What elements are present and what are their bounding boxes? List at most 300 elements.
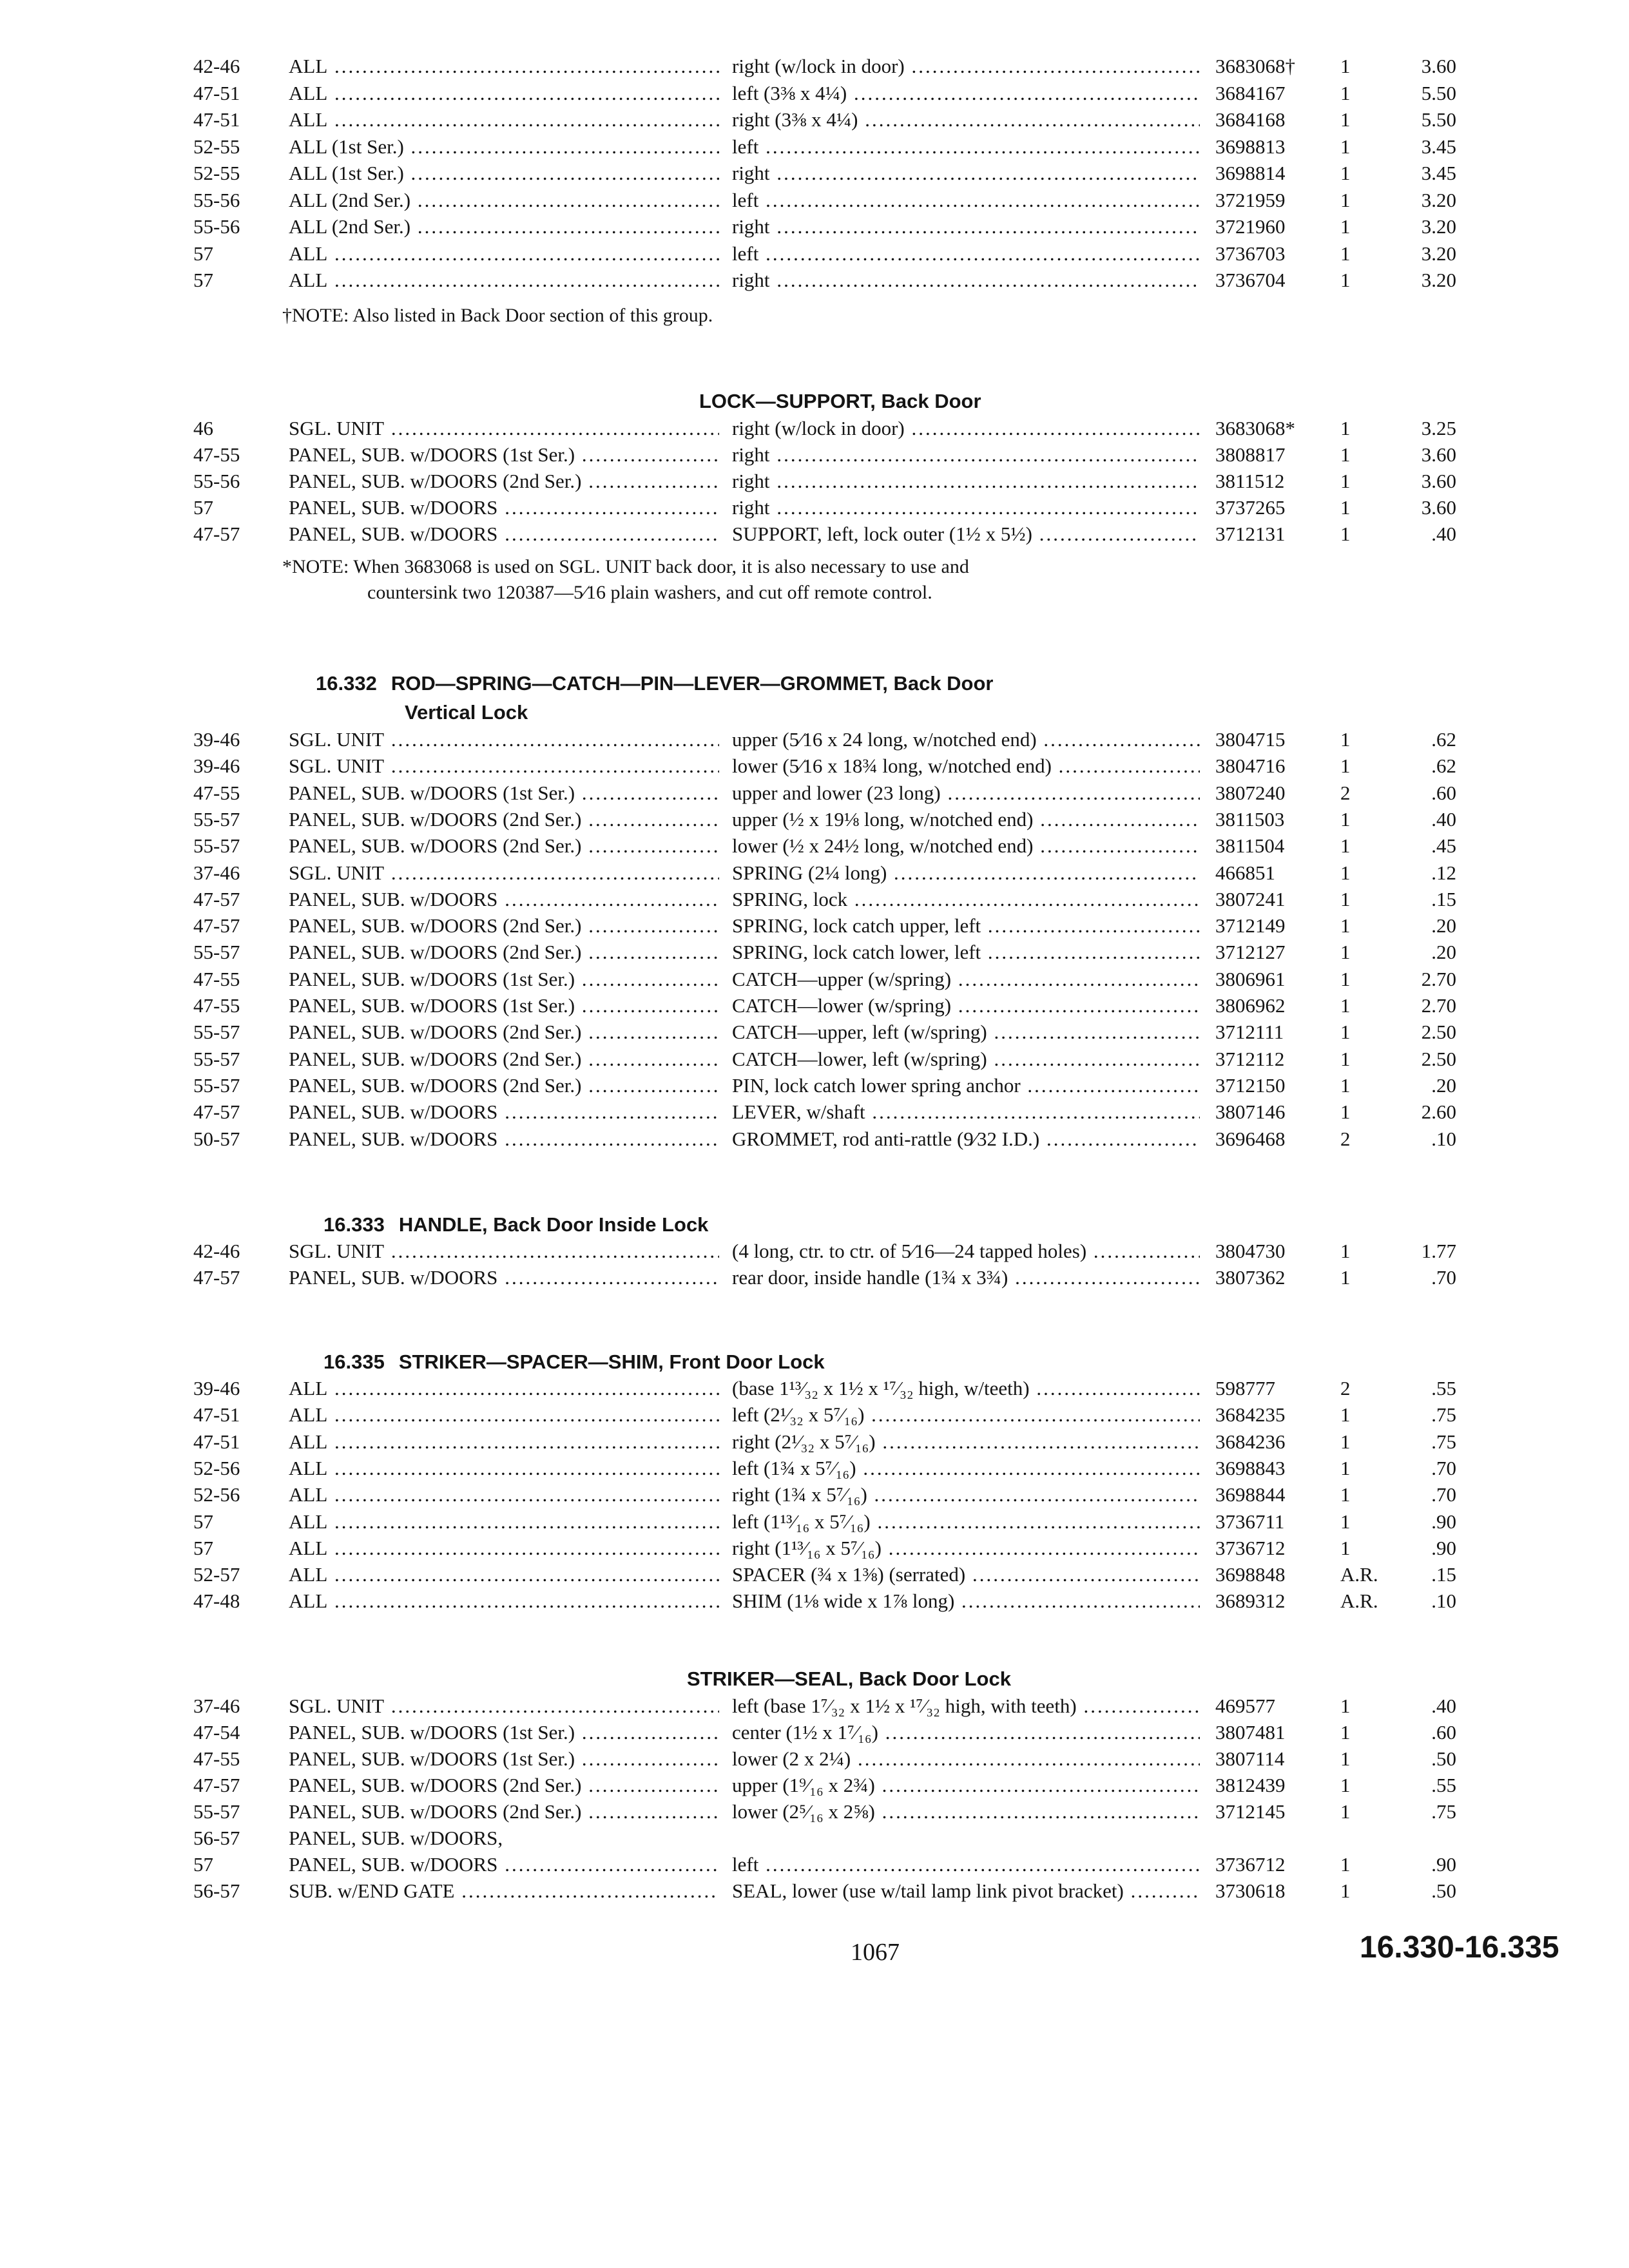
description — [732, 1481, 1200, 1508]
table-row — [0, 1099, 1629, 1126]
application — [289, 1719, 719, 1746]
description-text: right (w/lock in door) ..... — [732, 417, 1200, 439]
application-text: PANEL, SUB. w/DOORS (2nd Ser.) ..... — [289, 914, 719, 937]
description-text: CATCH—upper (w/spring) ..... — [732, 968, 1200, 990]
table-row — [0, 240, 1629, 267]
price: .40 — [1431, 523, 1456, 545]
description-text: right (1¾ x 5⁷⁄₁₆) ..... — [732, 1483, 1200, 1506]
application-text: ALL (2nd Ser.) ..... — [289, 189, 719, 211]
model-years: 55-57 — [193, 1021, 240, 1043]
application — [289, 240, 719, 267]
part-number: 3804730 — [1215, 1240, 1286, 1262]
quantity: 1 — [1340, 754, 1351, 777]
description-text: CATCH—lower, left (w/spring) ..... — [732, 1048, 1200, 1070]
quantity: 1 — [1340, 861, 1351, 884]
application — [289, 53, 719, 80]
application-text: PANEL, SUB. w/DOORS ..... — [289, 1100, 719, 1123]
quantity: 1 — [1340, 1074, 1351, 1097]
description — [732, 1072, 1200, 1099]
quantity: 1 — [1340, 1048, 1351, 1070]
description-text: left ..... — [732, 242, 1200, 265]
quantity: 1 — [1340, 1721, 1351, 1744]
application — [289, 213, 719, 240]
description-text: right (1¹³⁄₁₆ x 5⁷⁄₁₆) ..... — [732, 1537, 1200, 1559]
part-number: 3807146 — [1215, 1100, 1286, 1123]
quantity: 1 — [1340, 834, 1351, 857]
table-row — [0, 726, 1629, 753]
description-text: SEAL, lower (use w/tail lamp link pivot bracket) ..... — [732, 1879, 1200, 1902]
section-range: 16.330-16.335 — [1360, 1930, 1559, 1965]
description — [732, 886, 1200, 913]
table-row — [0, 1745, 1629, 1773]
quantity: 1 — [1340, 269, 1351, 291]
quantity: 1 — [1340, 914, 1351, 937]
application-text: PANEL, SUB. w/DOORS ..... — [289, 496, 719, 519]
section-note: *NOTE: When 3683068 is used on SGL. UNIT back door, it is also necessary to use and — [282, 556, 969, 577]
part-number: 3807241 — [1215, 888, 1286, 910]
application — [289, 1375, 719, 1402]
description — [732, 1535, 1200, 1562]
description — [732, 1019, 1200, 1046]
part-number: 3721960 — [1215, 215, 1286, 238]
description-text: right ..... — [732, 470, 1200, 492]
quantity: 1 — [1340, 1879, 1351, 1902]
quantity: 2 — [1340, 782, 1351, 804]
part-number: 3806962 — [1215, 994, 1286, 1017]
application — [289, 1878, 719, 1905]
model-years: 55-56 — [193, 189, 240, 211]
application-text: PANEL, SUB. w/DOORS ..... — [289, 523, 719, 545]
application — [289, 1455, 719, 1482]
quantity: 1 — [1340, 496, 1351, 519]
table-row — [0, 939, 1629, 966]
quantity: 1 — [1340, 1747, 1351, 1770]
description-text: LEVER, w/shaft ..... — [732, 1100, 1200, 1123]
price: .15 — [1431, 1563, 1456, 1586]
application-text: PANEL, SUB. w/DOORS (2nd Ser.) ..... — [289, 1048, 719, 1070]
description-text: right (w/lock in door) ..... — [732, 55, 1200, 77]
quantity: 1 — [1340, 968, 1351, 990]
description — [732, 966, 1200, 993]
model-years: 55-56 — [193, 470, 240, 492]
quantity: 1 — [1340, 82, 1351, 104]
model-years: 47-55 — [193, 994, 240, 1017]
part-number: 3698814 — [1215, 162, 1286, 184]
model-years: 55-57 — [193, 1048, 240, 1070]
part-number: 466851 — [1215, 861, 1275, 884]
description — [732, 1099, 1200, 1126]
model-years: 47-57 — [193, 1774, 240, 1796]
application — [289, 267, 719, 294]
model-years: 52-56 — [193, 1483, 240, 1506]
application-text: PANEL, SUB. w/DOORS (2nd Ser.) ..... — [289, 941, 719, 963]
quantity: A.R. — [1340, 1590, 1378, 1612]
description — [732, 213, 1200, 240]
application-text: ALL (1st Ser.) ..... — [289, 162, 719, 184]
table-row — [0, 415, 1629, 442]
application-text: SGL. UNIT ..... — [289, 728, 719, 751]
part-number: 3721959 — [1215, 189, 1286, 211]
description-text: SPRING, lock catch upper, left ..... — [732, 914, 1200, 937]
price: 2.50 — [1421, 1021, 1456, 1043]
description — [732, 521, 1200, 548]
description-text: center (1½ x 1⁷⁄₁₆) ..... — [732, 1721, 1200, 1744]
table-row — [0, 133, 1629, 160]
description-text: left (3⅜ x 4¼) ..... — [732, 82, 1200, 104]
part-number: 3804716 — [1215, 754, 1286, 777]
quantity: 1 — [1340, 523, 1351, 545]
part-number: 3712112 — [1215, 1048, 1285, 1070]
description — [732, 832, 1200, 860]
description — [732, 133, 1200, 160]
description — [732, 1401, 1200, 1428]
price: 3.20 — [1421, 189, 1456, 211]
quantity: 1 — [1340, 242, 1351, 265]
application — [289, 912, 719, 939]
quantity: 1 — [1340, 1537, 1351, 1559]
table-row — [0, 80, 1629, 107]
part-number: 598777 — [1215, 1377, 1275, 1399]
part-number: 3712145 — [1215, 1800, 1286, 1823]
application — [289, 1693, 719, 1720]
description — [732, 106, 1200, 133]
part-number: 3736704 — [1215, 269, 1286, 291]
part-number: 3684167 — [1215, 82, 1286, 104]
table-row — [0, 106, 1629, 133]
description — [732, 187, 1200, 214]
section-heading — [316, 670, 994, 697]
model-years: 57 — [193, 1537, 213, 1559]
price: .45 — [1431, 834, 1456, 857]
model-years: 57 — [193, 242, 213, 265]
section-heading — [323, 1211, 708, 1238]
description — [732, 53, 1200, 80]
table-row — [0, 1455, 1629, 1482]
model-years: 55-56 — [193, 215, 240, 238]
part-number: 3812439 — [1215, 1774, 1286, 1796]
application-text: ALL ..... — [289, 242, 719, 265]
description-text: right (3⅜ x 4¼) ..... — [732, 108, 1200, 131]
model-years: 47-57 — [193, 1100, 240, 1123]
application — [289, 992, 719, 1019]
description-text: left (1¾ x 5⁷⁄₁₆) ..... — [732, 1457, 1200, 1479]
application-text: ALL ..... — [289, 1403, 719, 1426]
description-text: upper and lower (23 long) ..... — [732, 782, 1200, 804]
application-text: PANEL, SUB. w/DOORS (2nd Ser.) ..... — [289, 834, 719, 857]
model-years: 50-57 — [193, 1128, 240, 1150]
quantity: 1 — [1340, 1457, 1351, 1479]
application-text: PANEL, SUB. w/DOORS, — [289, 1827, 503, 1849]
description-text: right (2¹⁄₃₂ x 5⁷⁄₁₆) ..... — [732, 1430, 1200, 1453]
description-text: lower (5⁄16 x 18¾ long, w/notched end) ..... — [732, 754, 1200, 777]
application — [289, 726, 719, 753]
application-text: PANEL, SUB. w/DOORS (2nd Ser.) ..... — [289, 808, 719, 831]
section-heading — [687, 1666, 1011, 1693]
description — [732, 1719, 1200, 1746]
quantity: 2 — [1340, 1377, 1351, 1399]
model-years: 47-55 — [193, 968, 240, 990]
part-number: 3684235 — [1215, 1403, 1286, 1426]
quantity: 1 — [1340, 1800, 1351, 1823]
description-text: right ..... — [732, 443, 1200, 466]
description-text: right ..... — [732, 269, 1200, 291]
model-years: 52-55 — [193, 162, 240, 184]
price: 2.70 — [1421, 994, 1456, 1017]
section-title: HANDLE, Back Door Inside Lock — [398, 1213, 709, 1236]
section-subtitle: Vertical Lock — [405, 701, 528, 724]
model-years: 46 — [193, 417, 213, 439]
application — [289, 1798, 719, 1825]
application — [289, 1851, 719, 1878]
quantity: 1 — [1340, 1240, 1351, 1262]
part-number: 3736703 — [1215, 242, 1286, 265]
application-text: ALL (1st Ser.) ..... — [289, 135, 719, 158]
price: .60 — [1431, 1721, 1456, 1744]
application-text: ALL ..... — [289, 1510, 719, 1533]
part-number: 3689312 — [1215, 1590, 1286, 1612]
application-text: SGL. UNIT ..... — [289, 417, 719, 439]
description-text: lower (2 x 2¼) ..... — [732, 1747, 1200, 1770]
application — [289, 1428, 719, 1456]
part-number: 3684168 — [1215, 108, 1286, 131]
description-text: lower (2⁵⁄₁₆ x 2⅝) ..... — [732, 1800, 1200, 1823]
application-text: PANEL, SUB. w/DOORS (2nd Ser.) ..... — [289, 1074, 719, 1097]
application — [289, 521, 719, 548]
description — [732, 1238, 1200, 1265]
model-years: 57 — [193, 496, 213, 519]
application — [289, 886, 719, 913]
description-text: upper (½ x 19⅛ long, w/notched end) ..... — [732, 808, 1200, 831]
application-text: ALL ..... — [289, 1483, 719, 1506]
description-text: right ..... — [732, 496, 1200, 519]
quantity: 1 — [1340, 1774, 1351, 1796]
price: .20 — [1431, 941, 1456, 963]
description-text: upper (5⁄16 x 24 long, w/notched end) ..... — [732, 728, 1200, 751]
model-years: 55-57 — [193, 941, 240, 963]
description-text: CATCH—upper, left (w/spring) ..... — [732, 1021, 1200, 1043]
quantity: 1 — [1340, 1021, 1351, 1043]
application — [289, 133, 719, 160]
quantity: 1 — [1340, 941, 1351, 963]
quantity: 1 — [1340, 1430, 1351, 1453]
model-years: 57 — [193, 1510, 213, 1533]
application-text: ALL ..... — [289, 1590, 719, 1612]
application — [289, 1745, 719, 1773]
application — [289, 753, 719, 780]
application — [289, 1126, 719, 1153]
description — [732, 1851, 1200, 1878]
description-text: SPRING, lock ..... — [732, 888, 1200, 910]
description-text: left ..... — [732, 135, 1200, 158]
price: .90 — [1431, 1853, 1456, 1876]
table-row — [0, 1238, 1629, 1265]
price: .60 — [1431, 782, 1456, 804]
price: 2.70 — [1421, 968, 1456, 990]
part-number: 3698843 — [1215, 1457, 1286, 1479]
price: .70 — [1431, 1457, 1456, 1479]
model-years: 39-46 — [193, 1377, 240, 1399]
part-number: 3811503 — [1215, 808, 1285, 831]
application — [289, 187, 719, 214]
price: .10 — [1431, 1590, 1456, 1612]
application — [289, 860, 719, 887]
description-text: left (base 1⁷⁄₃₂ x 1½ x ¹⁷⁄₃₂ high, with teeth) ..... — [732, 1695, 1200, 1717]
model-years: 56-57 — [193, 1827, 240, 1849]
model-years: 55-57 — [193, 808, 240, 831]
application-text: SGL. UNIT ..... — [289, 1695, 719, 1717]
description — [732, 441, 1200, 468]
description-text: right ..... — [732, 215, 1200, 238]
model-years: 52-55 — [193, 135, 240, 158]
table-row — [0, 1825, 1629, 1852]
quantity: 1 — [1340, 162, 1351, 184]
table-row — [0, 521, 1629, 548]
table-row — [0, 1126, 1629, 1153]
table-row — [0, 1535, 1629, 1562]
table-row — [0, 1428, 1629, 1456]
table-row — [0, 1878, 1629, 1905]
price: 3.60 — [1421, 443, 1456, 466]
quantity: 1 — [1340, 1483, 1351, 1506]
table-row — [0, 1693, 1629, 1720]
description — [732, 468, 1200, 495]
table-row — [0, 494, 1629, 521]
price: .55 — [1431, 1774, 1456, 1796]
application-text: ALL ..... — [289, 269, 719, 291]
price: .12 — [1431, 861, 1456, 884]
price: 3.25 — [1421, 417, 1456, 439]
section-title: STRIKER—SEAL, Back Door Lock — [687, 1667, 1011, 1690]
section-title: ROD—SPRING—CATCH—PIN—LEVER—GROMMET, Back Door — [390, 672, 994, 695]
section-title: STRIKER—SPACER—SHIM, Front Door Lock — [398, 1350, 825, 1373]
quantity: 1 — [1340, 1510, 1351, 1533]
price: 3.20 — [1421, 242, 1456, 265]
description — [732, 1561, 1200, 1588]
part-number: 3683068† — [1215, 55, 1295, 77]
description-text: SPRING, lock catch lower, left ..... — [732, 941, 1200, 963]
model-years: 52-57 — [193, 1563, 240, 1586]
application-text: PANEL, SUB. w/DOORS (2nd Ser.) ..... — [289, 1021, 719, 1043]
application-text: ALL ..... — [289, 1457, 719, 1479]
quantity: 1 — [1340, 108, 1351, 131]
application-text: ALL (2nd Ser.) ..... — [289, 215, 719, 238]
section-note-continued: countersink two 120387—5⁄16 plain washers, and cut off remote control. — [367, 582, 932, 603]
application — [289, 1019, 719, 1046]
part-number: 3736712 — [1215, 1537, 1286, 1559]
table-row — [0, 267, 1629, 294]
table-row — [0, 806, 1629, 833]
table-row — [0, 1561, 1629, 1588]
description — [732, 1772, 1200, 1799]
application-text: PANEL, SUB. w/DOORS (1st Ser.) ..... — [289, 968, 719, 990]
price: .50 — [1431, 1747, 1456, 1770]
application — [289, 80, 719, 107]
price: .62 — [1431, 754, 1456, 777]
table-row — [0, 860, 1629, 887]
price: 5.50 — [1421, 82, 1456, 104]
description — [732, 267, 1200, 294]
application — [289, 468, 719, 495]
model-years: 47-51 — [193, 1430, 240, 1453]
model-years: 37-46 — [193, 1695, 240, 1717]
section-number: 16.332 — [316, 672, 377, 695]
application-text: PANEL, SUB. w/DOORS ..... — [289, 888, 719, 910]
description — [732, 1264, 1200, 1291]
model-years: 47-55 — [193, 443, 240, 466]
table-row — [0, 1481, 1629, 1508]
price: .40 — [1431, 808, 1456, 831]
part-number: 3684236 — [1215, 1430, 1286, 1453]
application-text: ALL ..... — [289, 82, 719, 104]
table-row — [0, 1772, 1629, 1799]
application — [289, 1046, 719, 1073]
price: .20 — [1431, 1074, 1456, 1097]
price: .75 — [1431, 1403, 1456, 1426]
application — [289, 1238, 719, 1265]
application-text: PANEL, SUB. w/DOORS ..... — [289, 1128, 719, 1150]
description — [732, 753, 1200, 780]
price: 2.50 — [1421, 1048, 1456, 1070]
description — [732, 1126, 1200, 1153]
description-text: (base 1¹³⁄₃₂ x 1½ x ¹⁷⁄₃₂ high, w/teeth) ..... — [732, 1377, 1200, 1399]
price: .62 — [1431, 728, 1456, 751]
application-text: PANEL, SUB. w/DOORS (1st Ser.) ..... — [289, 782, 719, 804]
price: .50 — [1431, 1879, 1456, 1902]
price: .15 — [1431, 888, 1456, 910]
price: .55 — [1431, 1377, 1456, 1399]
table-row — [0, 1375, 1629, 1402]
application-text: ALL ..... — [289, 108, 719, 131]
part-number: 3807240 — [1215, 782, 1286, 804]
part-number: 3712150 — [1215, 1074, 1286, 1097]
part-number: 3696468 — [1215, 1128, 1286, 1150]
model-years: 47-55 — [193, 782, 240, 804]
application — [289, 1099, 719, 1126]
application — [289, 160, 719, 187]
application — [289, 1264, 719, 1291]
table-row — [0, 1588, 1629, 1615]
table-row — [0, 187, 1629, 214]
price: .70 — [1431, 1266, 1456, 1289]
application — [289, 1535, 719, 1562]
description — [732, 415, 1200, 442]
table-row — [0, 832, 1629, 860]
model-years: 37-46 — [193, 861, 240, 884]
part-number: 3808817 — [1215, 443, 1286, 466]
application — [289, 1481, 719, 1508]
part-number: 3736711 — [1215, 1510, 1285, 1533]
quantity: 1 — [1340, 808, 1351, 831]
part-number: 3730618 — [1215, 1879, 1286, 1902]
table-row — [0, 966, 1629, 993]
quantity: 1 — [1340, 888, 1351, 910]
description — [732, 726, 1200, 753]
description — [732, 494, 1200, 521]
table-row — [0, 160, 1629, 187]
description-text: right ..... — [732, 162, 1200, 184]
section-title: LOCK—SUPPORT, Back Door — [699, 390, 981, 412]
description-text: CATCH—lower (w/spring) ..... — [732, 994, 1200, 1017]
application-text: ALL ..... — [289, 1537, 719, 1559]
description — [732, 860, 1200, 887]
model-years: 47-57 — [193, 1266, 240, 1289]
application-text: PANEL, SUB. w/DOORS (1st Ser.) ..... — [289, 1721, 719, 1744]
quantity: A.R. — [1340, 1563, 1378, 1586]
description-text: lower (½ x 24½ long, w/notched end) ..... — [732, 834, 1200, 857]
application — [289, 1825, 719, 1852]
application-text: PANEL, SUB. w/DOORS ..... — [289, 1266, 719, 1289]
application — [289, 966, 719, 993]
